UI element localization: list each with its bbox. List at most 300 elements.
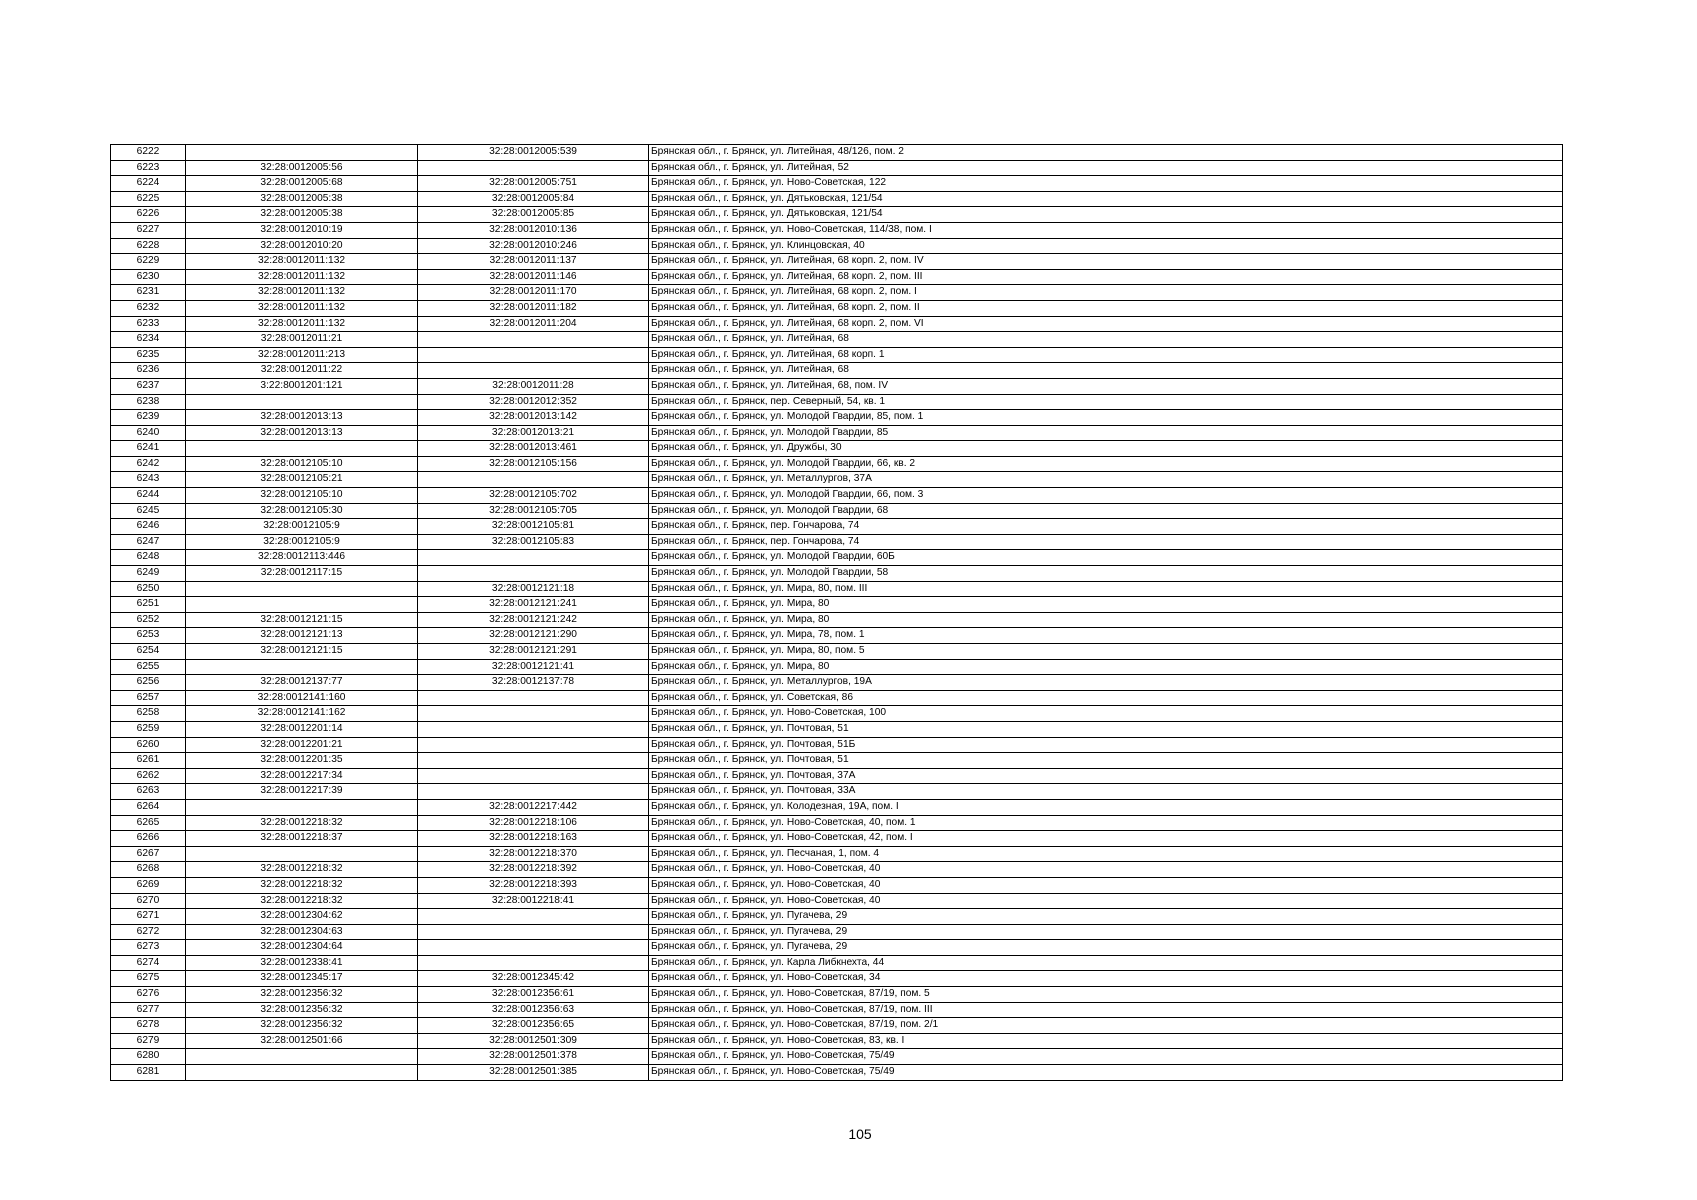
table-row: [111, 737, 1563, 753]
object-cadastral-number-cell: 32:28:0012105:83: [418, 534, 649, 550]
object-cadastral-number-cell: 32:28:0012005:751: [418, 176, 649, 192]
row-number-cell: 6244: [111, 488, 186, 504]
table-row: [111, 659, 1563, 675]
row-number-cell: 6262: [111, 768, 186, 784]
address-cell: Брянская обл., г. Брянск, ул. Литейная, 48/126, пом. 2: [649, 145, 1563, 161]
row-number-cell: 6248: [111, 550, 186, 566]
address-cell: Брянская обл., г. Брянск, ул. Пугачева, 29: [649, 924, 1563, 940]
address-cell: Брянская обл., г. Брянск, ул. Ново-Советская, 100: [649, 706, 1563, 722]
address-cell: Брянская обл., г. Брянск, пер. Гончарова, 74: [649, 534, 1563, 550]
land-cadastral-number-cell: 32:28:0012105:30: [186, 503, 418, 519]
row-number-cell: 6222: [111, 145, 186, 161]
land-cadastral-number-cell: [186, 145, 418, 161]
address-cell: Брянская обл., г. Брянск, ул. Молодой Гвардии, 66, кв. 2: [649, 456, 1563, 472]
object-cadastral-number-cell: [418, 784, 649, 800]
table-row: [111, 566, 1563, 582]
land-cadastral-number-cell: 32:28:0012011:21: [186, 332, 418, 348]
table-row: [111, 831, 1563, 847]
table-row: [111, 222, 1563, 238]
object-cadastral-number-cell: 32:28:0012005:85: [418, 207, 649, 223]
address-cell: Брянская обл., г. Брянск, ул. Металлургов, 19А: [649, 675, 1563, 691]
registry-table-body: [111, 145, 1563, 1081]
land-cadastral-number-cell: 32:28:0012201:14: [186, 721, 418, 737]
object-cadastral-number-cell: [418, 753, 649, 769]
row-number-cell: 6268: [111, 862, 186, 878]
address-cell: Брянская обл., г. Брянск, ул. Ново-Советская, 122: [649, 176, 1563, 192]
land-cadastral-number-cell: [186, 597, 418, 613]
address-cell: Брянская обл., г. Брянск, ул. Молодой Гвардии, 68: [649, 503, 1563, 519]
object-cadastral-number-cell: 32:28:0012005:539: [418, 145, 649, 161]
row-number-cell: 6260: [111, 737, 186, 753]
row-number-cell: 6267: [111, 846, 186, 862]
row-number-cell: 6254: [111, 644, 186, 660]
land-cadastral-number-cell: [186, 1065, 418, 1081]
land-cadastral-number-cell: 32:28:0012338:41: [186, 955, 418, 971]
row-number-cell: 6227: [111, 222, 186, 238]
address-cell: Брянская обл., г. Брянск, ул. Дятьковская, 121/54: [649, 191, 1563, 207]
row-number-cell: 6279: [111, 1033, 186, 1049]
object-cadastral-number-cell: 32:28:0012121:291: [418, 644, 649, 660]
address-cell: Брянская обл., г. Брянск, ул. Карла Либкнехта, 44: [649, 955, 1563, 971]
address-cell: Брянская обл., г. Брянск, ул. Молодой Гвардии, 85, пом. 1: [649, 410, 1563, 426]
table-row: [111, 971, 1563, 987]
address-cell: Брянская обл., г. Брянск, ул. Дятьковская, 121/54: [649, 207, 1563, 223]
table-row: [111, 877, 1563, 893]
address-cell: Брянская обл., г. Брянск, ул. Ново-Советская, 114/38, пом. I: [649, 222, 1563, 238]
address-cell: Брянская обл., г. Брянск, пер. Северный, 54, кв. 1: [649, 394, 1563, 410]
row-number-cell: 6256: [111, 675, 186, 691]
table-row: [111, 269, 1563, 285]
table-row: [111, 1065, 1563, 1081]
land-cadastral-number-cell: 32:28:0012121:15: [186, 644, 418, 660]
object-cadastral-number-cell: [418, 706, 649, 722]
address-cell: Брянская обл., г. Брянск, ул. Литейная, 68 корп. 2, пом. VI: [649, 316, 1563, 332]
object-cadastral-number-cell: 32:28:0012218:163: [418, 831, 649, 847]
address-cell: Брянская обл., г. Брянск, ул. Клинцовская, 40: [649, 238, 1563, 254]
address-cell: Брянская обл., г. Брянск, пер. Гончарова, 74: [649, 519, 1563, 535]
address-cell: Брянская обл., г. Брянск, ул. Ново-Советская, 75/49: [649, 1065, 1563, 1081]
row-number-cell: 6237: [111, 378, 186, 394]
object-cadastral-number-cell: 32:28:0012010:246: [418, 238, 649, 254]
land-cadastral-number-cell: 32:28:0012113:446: [186, 550, 418, 566]
row-number-cell: 6226: [111, 207, 186, 223]
table-row: [111, 1002, 1563, 1018]
land-cadastral-number-cell: 32:28:0012010:20: [186, 238, 418, 254]
object-cadastral-number-cell: 32:28:0012217:442: [418, 799, 649, 815]
address-cell: Брянская обл., г. Брянск, ул. Ново-Советская, 83, кв. I: [649, 1033, 1563, 1049]
land-cadastral-number-cell: 32:28:0012105:10: [186, 456, 418, 472]
row-number-cell: 6278: [111, 1018, 186, 1034]
row-number-cell: 6266: [111, 831, 186, 847]
address-cell: Брянская обл., г. Брянск, ул. Молодой Гвардии, 58: [649, 566, 1563, 582]
address-cell: Брянская обл., г. Брянск, ул. Молодой Гвардии, 60Б: [649, 550, 1563, 566]
address-cell: Брянская обл., г. Брянск, ул. Литейная, 68: [649, 363, 1563, 379]
object-cadastral-number-cell: [418, 566, 649, 582]
land-cadastral-number-cell: 32:28:0012218:32: [186, 862, 418, 878]
row-number-cell: 6228: [111, 238, 186, 254]
table-row: [111, 378, 1563, 394]
land-cadastral-number-cell: 32:28:0012011:132: [186, 254, 418, 270]
table-row: [111, 285, 1563, 301]
table-row: [111, 706, 1563, 722]
land-cadastral-number-cell: 32:28:0012217:39: [186, 784, 418, 800]
land-cadastral-number-cell: 32:28:0012013:13: [186, 425, 418, 441]
table-row: [111, 924, 1563, 940]
table-row: [111, 644, 1563, 660]
land-cadastral-number-cell: 32:28:0012201:35: [186, 753, 418, 769]
land-cadastral-number-cell: 32:28:0012011:132: [186, 300, 418, 316]
row-number-cell: 6223: [111, 160, 186, 176]
table-row: [111, 846, 1563, 862]
row-number-cell: 6243: [111, 472, 186, 488]
address-cell: Брянская обл., г. Брянск, ул. Почтовая, 33А: [649, 784, 1563, 800]
object-cadastral-number-cell: 32:28:0012218:106: [418, 815, 649, 831]
row-number-cell: 6273: [111, 940, 186, 956]
row-number-cell: 6232: [111, 300, 186, 316]
row-number-cell: 6247: [111, 534, 186, 550]
land-cadastral-number-cell: 32:28:0012137:77: [186, 675, 418, 691]
object-cadastral-number-cell: [418, 909, 649, 925]
land-cadastral-number-cell: 32:28:0012345:17: [186, 971, 418, 987]
object-cadastral-number-cell: 32:28:0012501:378: [418, 1049, 649, 1065]
table-row: [111, 332, 1563, 348]
land-cadastral-number-cell: 32:28:0012013:13: [186, 410, 418, 426]
row-number-cell: 6272: [111, 924, 186, 940]
object-cadastral-number-cell: 32:28:0012218:41: [418, 893, 649, 909]
object-cadastral-number-cell: 32:28:0012356:63: [418, 1002, 649, 1018]
address-cell: Брянская обл., г. Брянск, ул. Почтовая, 37А: [649, 768, 1563, 784]
row-number-cell: 6249: [111, 566, 186, 582]
land-cadastral-number-cell: [186, 659, 418, 675]
table-row: [111, 472, 1563, 488]
table-row: [111, 394, 1563, 410]
row-number-cell: 6238: [111, 394, 186, 410]
object-cadastral-number-cell: 32:28:0012105:156: [418, 456, 649, 472]
table-row: [111, 690, 1563, 706]
object-cadastral-number-cell: 32:28:0012218:370: [418, 846, 649, 862]
address-cell: Брянская обл., г. Брянск, ул. Литейная, 68, пом. IV: [649, 378, 1563, 394]
object-cadastral-number-cell: 32:28:0012011:146: [418, 269, 649, 285]
table-row: [111, 410, 1563, 426]
table-row: [111, 441, 1563, 457]
address-cell: Брянская обл., г. Брянск, ул. Колодезная, 19А, пом. I: [649, 799, 1563, 815]
object-cadastral-number-cell: [418, 347, 649, 363]
table-row: [111, 784, 1563, 800]
table-row: [111, 675, 1563, 691]
object-cadastral-number-cell: 32:28:0012356:65: [418, 1018, 649, 1034]
table-row: [111, 550, 1563, 566]
row-number-cell: 6274: [111, 955, 186, 971]
row-number-cell: 6265: [111, 815, 186, 831]
address-cell: Брянская обл., г. Брянск, ул. Ново-Советская, 75/49: [649, 1049, 1563, 1065]
address-cell: Брянская обл., г. Брянск, ул. Ново-Советская, 87/19, пом. 2/1: [649, 1018, 1563, 1034]
land-cadastral-number-cell: 32:28:0012501:66: [186, 1033, 418, 1049]
address-cell: Брянская обл., г. Брянск, ул. Ново-Советская, 40: [649, 893, 1563, 909]
table-row: [111, 893, 1563, 909]
table-row: [111, 425, 1563, 441]
object-cadastral-number-cell: 32:28:0012121:41: [418, 659, 649, 675]
table-row: [111, 628, 1563, 644]
land-cadastral-number-cell: 32:28:0012105:21: [186, 472, 418, 488]
object-cadastral-number-cell: 32:28:0012011:170: [418, 285, 649, 301]
table-row: [111, 176, 1563, 192]
table-row: [111, 300, 1563, 316]
table-row: [111, 238, 1563, 254]
object-cadastral-number-cell: 32:28:0012501:309: [418, 1033, 649, 1049]
object-cadastral-number-cell: 32:28:0012011:28: [418, 378, 649, 394]
address-cell: Брянская обл., г. Брянск, ул. Литейная, 68 корп. 1: [649, 347, 1563, 363]
land-cadastral-number-cell: 32:28:0012201:21: [186, 737, 418, 753]
address-cell: Брянская обл., г. Брянск, ул. Ново-Советская, 40: [649, 862, 1563, 878]
land-cadastral-number-cell: 32:28:0012105:10: [186, 488, 418, 504]
row-number-cell: 6276: [111, 987, 186, 1003]
land-cadastral-number-cell: 32:28:0012304:62: [186, 909, 418, 925]
object-cadastral-number-cell: 32:28:0012105:705: [418, 503, 649, 519]
land-cadastral-number-cell: 32:28:0012218:32: [186, 815, 418, 831]
land-cadastral-number-cell: 32:28:0012105:9: [186, 534, 418, 550]
address-cell: Брянская обл., г. Брянск, ул. Пугачева, 29: [649, 909, 1563, 925]
page-number: 105: [848, 1126, 872, 1142]
address-cell: Брянская обл., г. Брянск, ул. Мира, 80: [649, 597, 1563, 613]
land-cadastral-number-cell: 32:28:0012121:15: [186, 612, 418, 628]
row-number-cell: 6264: [111, 799, 186, 815]
object-cadastral-number-cell: 32:28:0012218:393: [418, 877, 649, 893]
table-row: [111, 254, 1563, 270]
row-number-cell: 6275: [111, 971, 186, 987]
table-row: [111, 503, 1563, 519]
object-cadastral-number-cell: [418, 363, 649, 379]
address-cell: Брянская обл., г. Брянск, ул. Пугачева, 29: [649, 940, 1563, 956]
table-row: [111, 488, 1563, 504]
table-row: [111, 721, 1563, 737]
land-cadastral-number-cell: 32:28:0012011:213: [186, 347, 418, 363]
row-number-cell: 6269: [111, 877, 186, 893]
row-number-cell: 6251: [111, 597, 186, 613]
row-number-cell: 6263: [111, 784, 186, 800]
row-number-cell: 6234: [111, 332, 186, 348]
row-number-cell: 6258: [111, 706, 186, 722]
row-number-cell: 6253: [111, 628, 186, 644]
land-cadastral-number-cell: 32:28:0012218:32: [186, 877, 418, 893]
registry-table: [110, 144, 1563, 1081]
object-cadastral-number-cell: 32:28:0012105:702: [418, 488, 649, 504]
land-cadastral-number-cell: 32:28:0012011:22: [186, 363, 418, 379]
object-cadastral-number-cell: [418, 550, 649, 566]
land-cadastral-number-cell: 32:28:0012005:38: [186, 207, 418, 223]
table-row: [111, 753, 1563, 769]
object-cadastral-number-cell: 32:28:0012105:81: [418, 519, 649, 535]
land-cadastral-number-cell: [186, 1049, 418, 1065]
object-cadastral-number-cell: 32:28:0012005:84: [418, 191, 649, 207]
address-cell: Брянская обл., г. Брянск, ул. Ново-Советская, 87/19, пом. 5: [649, 987, 1563, 1003]
object-cadastral-number-cell: 32:28:0012356:61: [418, 987, 649, 1003]
object-cadastral-number-cell: 32:28:0012011:204: [418, 316, 649, 332]
land-cadastral-number-cell: 32:28:0012005:56: [186, 160, 418, 176]
address-cell: Брянская обл., г. Брянск, ул. Песчаная, 1, пом. 4: [649, 846, 1563, 862]
object-cadastral-number-cell: 32:28:0012011:182: [418, 300, 649, 316]
land-cadastral-number-cell: [186, 846, 418, 862]
address-cell: Брянская обл., г. Брянск, ул. Ново-Советская, 40, пом. 1: [649, 815, 1563, 831]
land-cadastral-number-cell: 3:22:8001201:121: [186, 378, 418, 394]
object-cadastral-number-cell: 32:28:0012121:290: [418, 628, 649, 644]
row-number-cell: 6236: [111, 363, 186, 379]
object-cadastral-number-cell: 32:28:0012013:21: [418, 425, 649, 441]
row-number-cell: 6235: [111, 347, 186, 363]
land-cadastral-number-cell: 32:28:0012011:132: [186, 269, 418, 285]
table-row: [111, 862, 1563, 878]
land-cadastral-number-cell: [186, 799, 418, 815]
land-cadastral-number-cell: 32:28:0012141:162: [186, 706, 418, 722]
table-row: [111, 534, 1563, 550]
land-cadastral-number-cell: 32:28:0012011:132: [186, 316, 418, 332]
table-row: [111, 909, 1563, 925]
object-cadastral-number-cell: [418, 690, 649, 706]
object-cadastral-number-cell: [418, 160, 649, 176]
row-number-cell: 6246: [111, 519, 186, 535]
table-row: [111, 519, 1563, 535]
table-row: [111, 987, 1563, 1003]
row-number-cell: 6229: [111, 254, 186, 270]
land-cadastral-number-cell: 32:28:0012304:64: [186, 940, 418, 956]
object-cadastral-number-cell: 32:28:0012013:461: [418, 441, 649, 457]
row-number-cell: 6255: [111, 659, 186, 675]
object-cadastral-number-cell: 32:28:0012501:385: [418, 1065, 649, 1081]
land-cadastral-number-cell: 32:28:0012010:19: [186, 222, 418, 238]
object-cadastral-number-cell: [418, 955, 649, 971]
land-cadastral-number-cell: [186, 394, 418, 410]
address-cell: Брянская обл., г. Брянск, ул. Мира, 80, пом. III: [649, 581, 1563, 597]
object-cadastral-number-cell: 32:28:0012013:142: [418, 410, 649, 426]
land-cadastral-number-cell: 32:28:0012005:68: [186, 176, 418, 192]
table-row: [111, 347, 1563, 363]
land-cadastral-number-cell: 32:28:0012356:32: [186, 1002, 418, 1018]
land-cadastral-number-cell: 32:28:0012304:63: [186, 924, 418, 940]
object-cadastral-number-cell: 32:28:0012137:78: [418, 675, 649, 691]
address-cell: Брянская обл., г. Брянск, ул. Литейная, 68: [649, 332, 1563, 348]
row-number-cell: 6225: [111, 191, 186, 207]
row-number-cell: 6241: [111, 441, 186, 457]
land-cadastral-number-cell: 32:28:0012117:15: [186, 566, 418, 582]
object-cadastral-number-cell: 32:28:0012010:136: [418, 222, 649, 238]
table-row: [111, 1049, 1563, 1065]
land-cadastral-number-cell: 32:28:0012218:32: [186, 893, 418, 909]
row-number-cell: 6230: [111, 269, 186, 285]
land-cadastral-number-cell: 32:28:0012217:34: [186, 768, 418, 784]
address-cell: Брянская обл., г. Брянск, ул. Мира, 80: [649, 612, 1563, 628]
table-row: [111, 363, 1563, 379]
table-row: [111, 1018, 1563, 1034]
land-cadastral-number-cell: [186, 441, 418, 457]
table-row: [111, 160, 1563, 176]
row-number-cell: 6245: [111, 503, 186, 519]
table-row: [111, 597, 1563, 613]
table-row: [111, 799, 1563, 815]
table-row: [111, 1033, 1563, 1049]
land-cadastral-number-cell: 32:28:0012218:37: [186, 831, 418, 847]
table-row: [111, 581, 1563, 597]
table-row: [111, 612, 1563, 628]
address-cell: Брянская обл., г. Брянск, ул. Мира, 78, пом. 1: [649, 628, 1563, 644]
address-cell: Брянская обл., г. Брянск, ул. Литейная, 68 корп. 2, пом. IV: [649, 254, 1563, 270]
table-row: [111, 207, 1563, 223]
land-cadastral-number-cell: 32:28:0012141:160: [186, 690, 418, 706]
address-cell: Брянская обл., г. Брянск, ул. Дружбы, 30: [649, 441, 1563, 457]
row-number-cell: 6242: [111, 456, 186, 472]
land-cadastral-number-cell: 32:28:0012011:132: [186, 285, 418, 301]
row-number-cell: 6252: [111, 612, 186, 628]
row-number-cell: 6270: [111, 893, 186, 909]
address-cell: Брянская обл., г. Брянск, ул. Советская, 86: [649, 690, 1563, 706]
address-cell: Брянская обл., г. Брянск, ул. Ново-Советская, 87/19, пом. III: [649, 1002, 1563, 1018]
object-cadastral-number-cell: 32:28:0012012:352: [418, 394, 649, 410]
address-cell: Брянская обл., г. Брянск, ул. Литейная, 68 корп. 2, пом. I: [649, 285, 1563, 301]
object-cadastral-number-cell: [418, 721, 649, 737]
address-cell: Брянская обл., г. Брянск, ул. Молодой Гвардии, 85: [649, 425, 1563, 441]
table-row: [111, 815, 1563, 831]
row-number-cell: 6259: [111, 721, 186, 737]
row-number-cell: 6240: [111, 425, 186, 441]
row-number-cell: 6231: [111, 285, 186, 301]
address-cell: Брянская обл., г. Брянск, ул. Ново-Советская, 40: [649, 877, 1563, 893]
address-cell: Брянская обл., г. Брянск, ул. Литейная, 52: [649, 160, 1563, 176]
row-number-cell: 6257: [111, 690, 186, 706]
object-cadastral-number-cell: 32:28:0012121:242: [418, 612, 649, 628]
object-cadastral-number-cell: [418, 737, 649, 753]
land-cadastral-number-cell: 32:28:0012356:32: [186, 987, 418, 1003]
object-cadastral-number-cell: 32:28:0012121:18: [418, 581, 649, 597]
land-cadastral-number-cell: 32:28:0012121:13: [186, 628, 418, 644]
row-number-cell: 6281: [111, 1065, 186, 1081]
address-cell: Брянская обл., г. Брянск, ул. Ново-Советская, 34: [649, 971, 1563, 987]
table-row: [111, 191, 1563, 207]
address-cell: Брянская обл., г. Брянск, ул. Почтовая, 51: [649, 753, 1563, 769]
address-cell: Брянская обл., г. Брянск, ул. Металлургов, 37А: [649, 472, 1563, 488]
table-row: [111, 768, 1563, 784]
object-cadastral-number-cell: [418, 940, 649, 956]
object-cadastral-number-cell: [418, 332, 649, 348]
table-row: [111, 955, 1563, 971]
object-cadastral-number-cell: [418, 924, 649, 940]
table-row: [111, 456, 1563, 472]
row-number-cell: 6224: [111, 176, 186, 192]
table-row: [111, 145, 1563, 161]
address-cell: Брянская обл., г. Брянск, ул. Мира, 80, пом. 5: [649, 644, 1563, 660]
row-number-cell: 6239: [111, 410, 186, 426]
row-number-cell: 6250: [111, 581, 186, 597]
address-cell: Брянская обл., г. Брянск, ул. Литейная, 68 корп. 2, пом. II: [649, 300, 1563, 316]
land-cadastral-number-cell: 32:28:0012005:38: [186, 191, 418, 207]
object-cadastral-number-cell: 32:28:0012011:137: [418, 254, 649, 270]
row-number-cell: 6261: [111, 753, 186, 769]
object-cadastral-number-cell: 32:28:0012345:42: [418, 971, 649, 987]
row-number-cell: 6233: [111, 316, 186, 332]
address-cell: Брянская обл., г. Брянск, ул. Молодой Гвардии, 66, пом. 3: [649, 488, 1563, 504]
object-cadastral-number-cell: 32:28:0012121:241: [418, 597, 649, 613]
land-cadastral-number-cell: 32:28:0012356:32: [186, 1018, 418, 1034]
object-cadastral-number-cell: [418, 768, 649, 784]
land-cadastral-number-cell: [186, 581, 418, 597]
address-cell: Брянская обл., г. Брянск, ул. Мира, 80: [649, 659, 1563, 675]
address-cell: Брянская обл., г. Брянск, ул. Почтовая, 51Б: [649, 737, 1563, 753]
object-cadastral-number-cell: 32:28:0012218:392: [418, 862, 649, 878]
row-number-cell: 6277: [111, 1002, 186, 1018]
object-cadastral-number-cell: [418, 472, 649, 488]
address-cell: Брянская обл., г. Брянск, ул. Ново-Советская, 42, пом. I: [649, 831, 1563, 847]
row-number-cell: 6280: [111, 1049, 186, 1065]
address-cell: Брянская обл., г. Брянск, ул. Литейная, 68 корп. 2, пом. III: [649, 269, 1563, 285]
table-row: [111, 940, 1563, 956]
address-cell: Брянская обл., г. Брянск, ул. Почтовая, 51: [649, 721, 1563, 737]
